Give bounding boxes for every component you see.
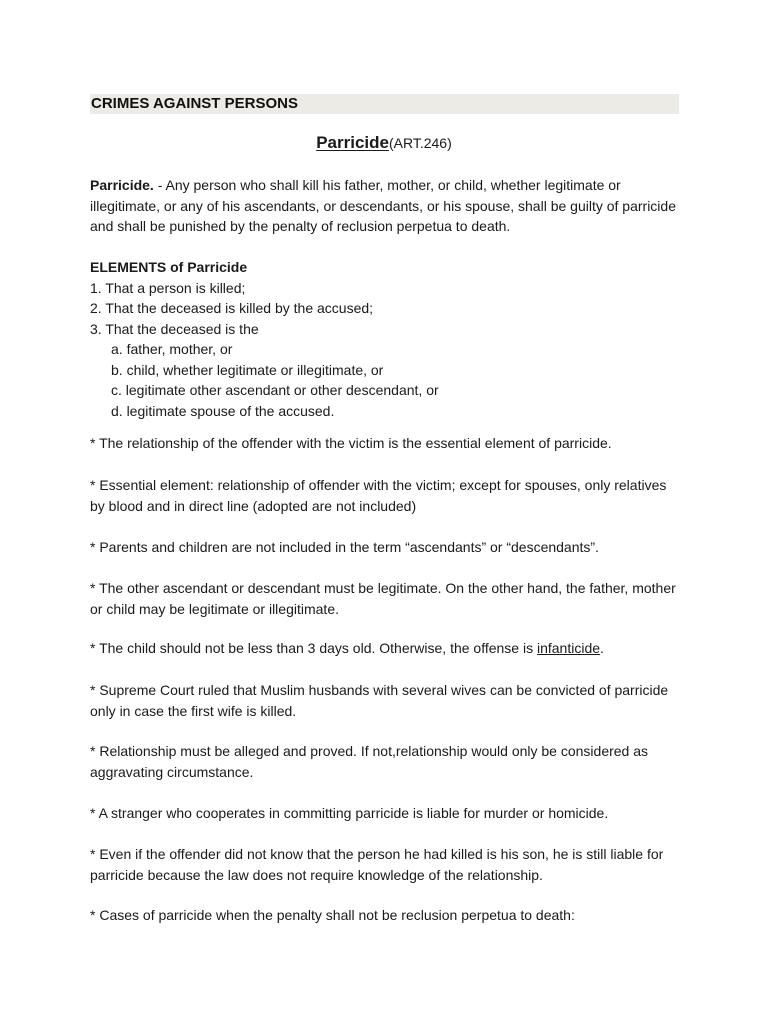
definition-paragraph: [90, 175, 678, 237]
note-paragraph: * The relationship of the offender with the victim is the essential element of parricide.: [90, 435, 612, 451]
definition-text: - Any person who shall kill his father, mother, or child, whether legitimate or illegitimate, or any of his ascendants, or descendants, or his spouse, shall be guilty of parricide and shall be punished by the penalty of reclusion perpetua to death.: [90, 177, 676, 234]
elements-section: [90, 257, 678, 421]
element-subitem: c. legitimate other ascendant or other descendant, or: [111, 382, 439, 398]
element-subitem: b. child, whether legitimate or illegitimate, or: [111, 361, 384, 378]
article-title: [90, 132, 678, 154]
note-paragraph: * The other ascendant or descendant must be legitimate. On the other hand, the father, mother or child may be legitimate or illegitimate.: [90, 580, 676, 617]
element-subitem: a. father, mother, or: [111, 341, 233, 357]
note-paragraph: * Essential element: relationship of offender with the victim; except for spouses, only relatives by blood and in direct line (adopted are not included): [90, 477, 667, 514]
title-article: (ART.246): [388, 135, 452, 151]
elements-heading: ELEMENTS of Parricide: [90, 259, 248, 275]
note-paragraph: * Supreme Court ruled that Muslim husbands with several wives can be convicted of parricide only in case the first wife is killed.: [90, 682, 669, 719]
note-paragraph: * Parents and children are not included in the term “ascendants” or “descendants”.: [90, 539, 599, 555]
note-paragraph: * The child should not be less than 3 days old. Otherwise, the offense is infanticide.: [90, 640, 604, 656]
note-paragraph: * Relationship must be alleged and proved. If not,relationship would only be considered as aggravating circumstance.: [90, 743, 649, 780]
note-paragraph: * Even if the offender did not know that the person he had killed is his son, he is still liable for parricide because the law does not require knowledge of the relationship.: [90, 846, 664, 883]
element-item: 1. That a person is killed;: [90, 279, 246, 296]
element-subitem: d. legitimate spouse of the accused.: [111, 402, 335, 419]
section-heading: CRIMES AGAINST PERSONS: [90, 94, 679, 114]
definition-term: Parricide.: [90, 177, 154, 193]
note-paragraph: * Cases of parricide when the penalty shall not be reclusion perpetua to death:: [90, 907, 575, 923]
note-paragraph: * A stranger who cooperates in committing parricide is liable for murder or homicide.: [90, 805, 609, 821]
element-item: 3. That the deceased is the: [90, 320, 259, 337]
element-item: 2. That the deceased is killed by the accused;: [90, 300, 374, 316]
infanticide-link[interactable]: infanticide: [536, 640, 601, 656]
title-main: Parricide: [316, 133, 389, 152]
